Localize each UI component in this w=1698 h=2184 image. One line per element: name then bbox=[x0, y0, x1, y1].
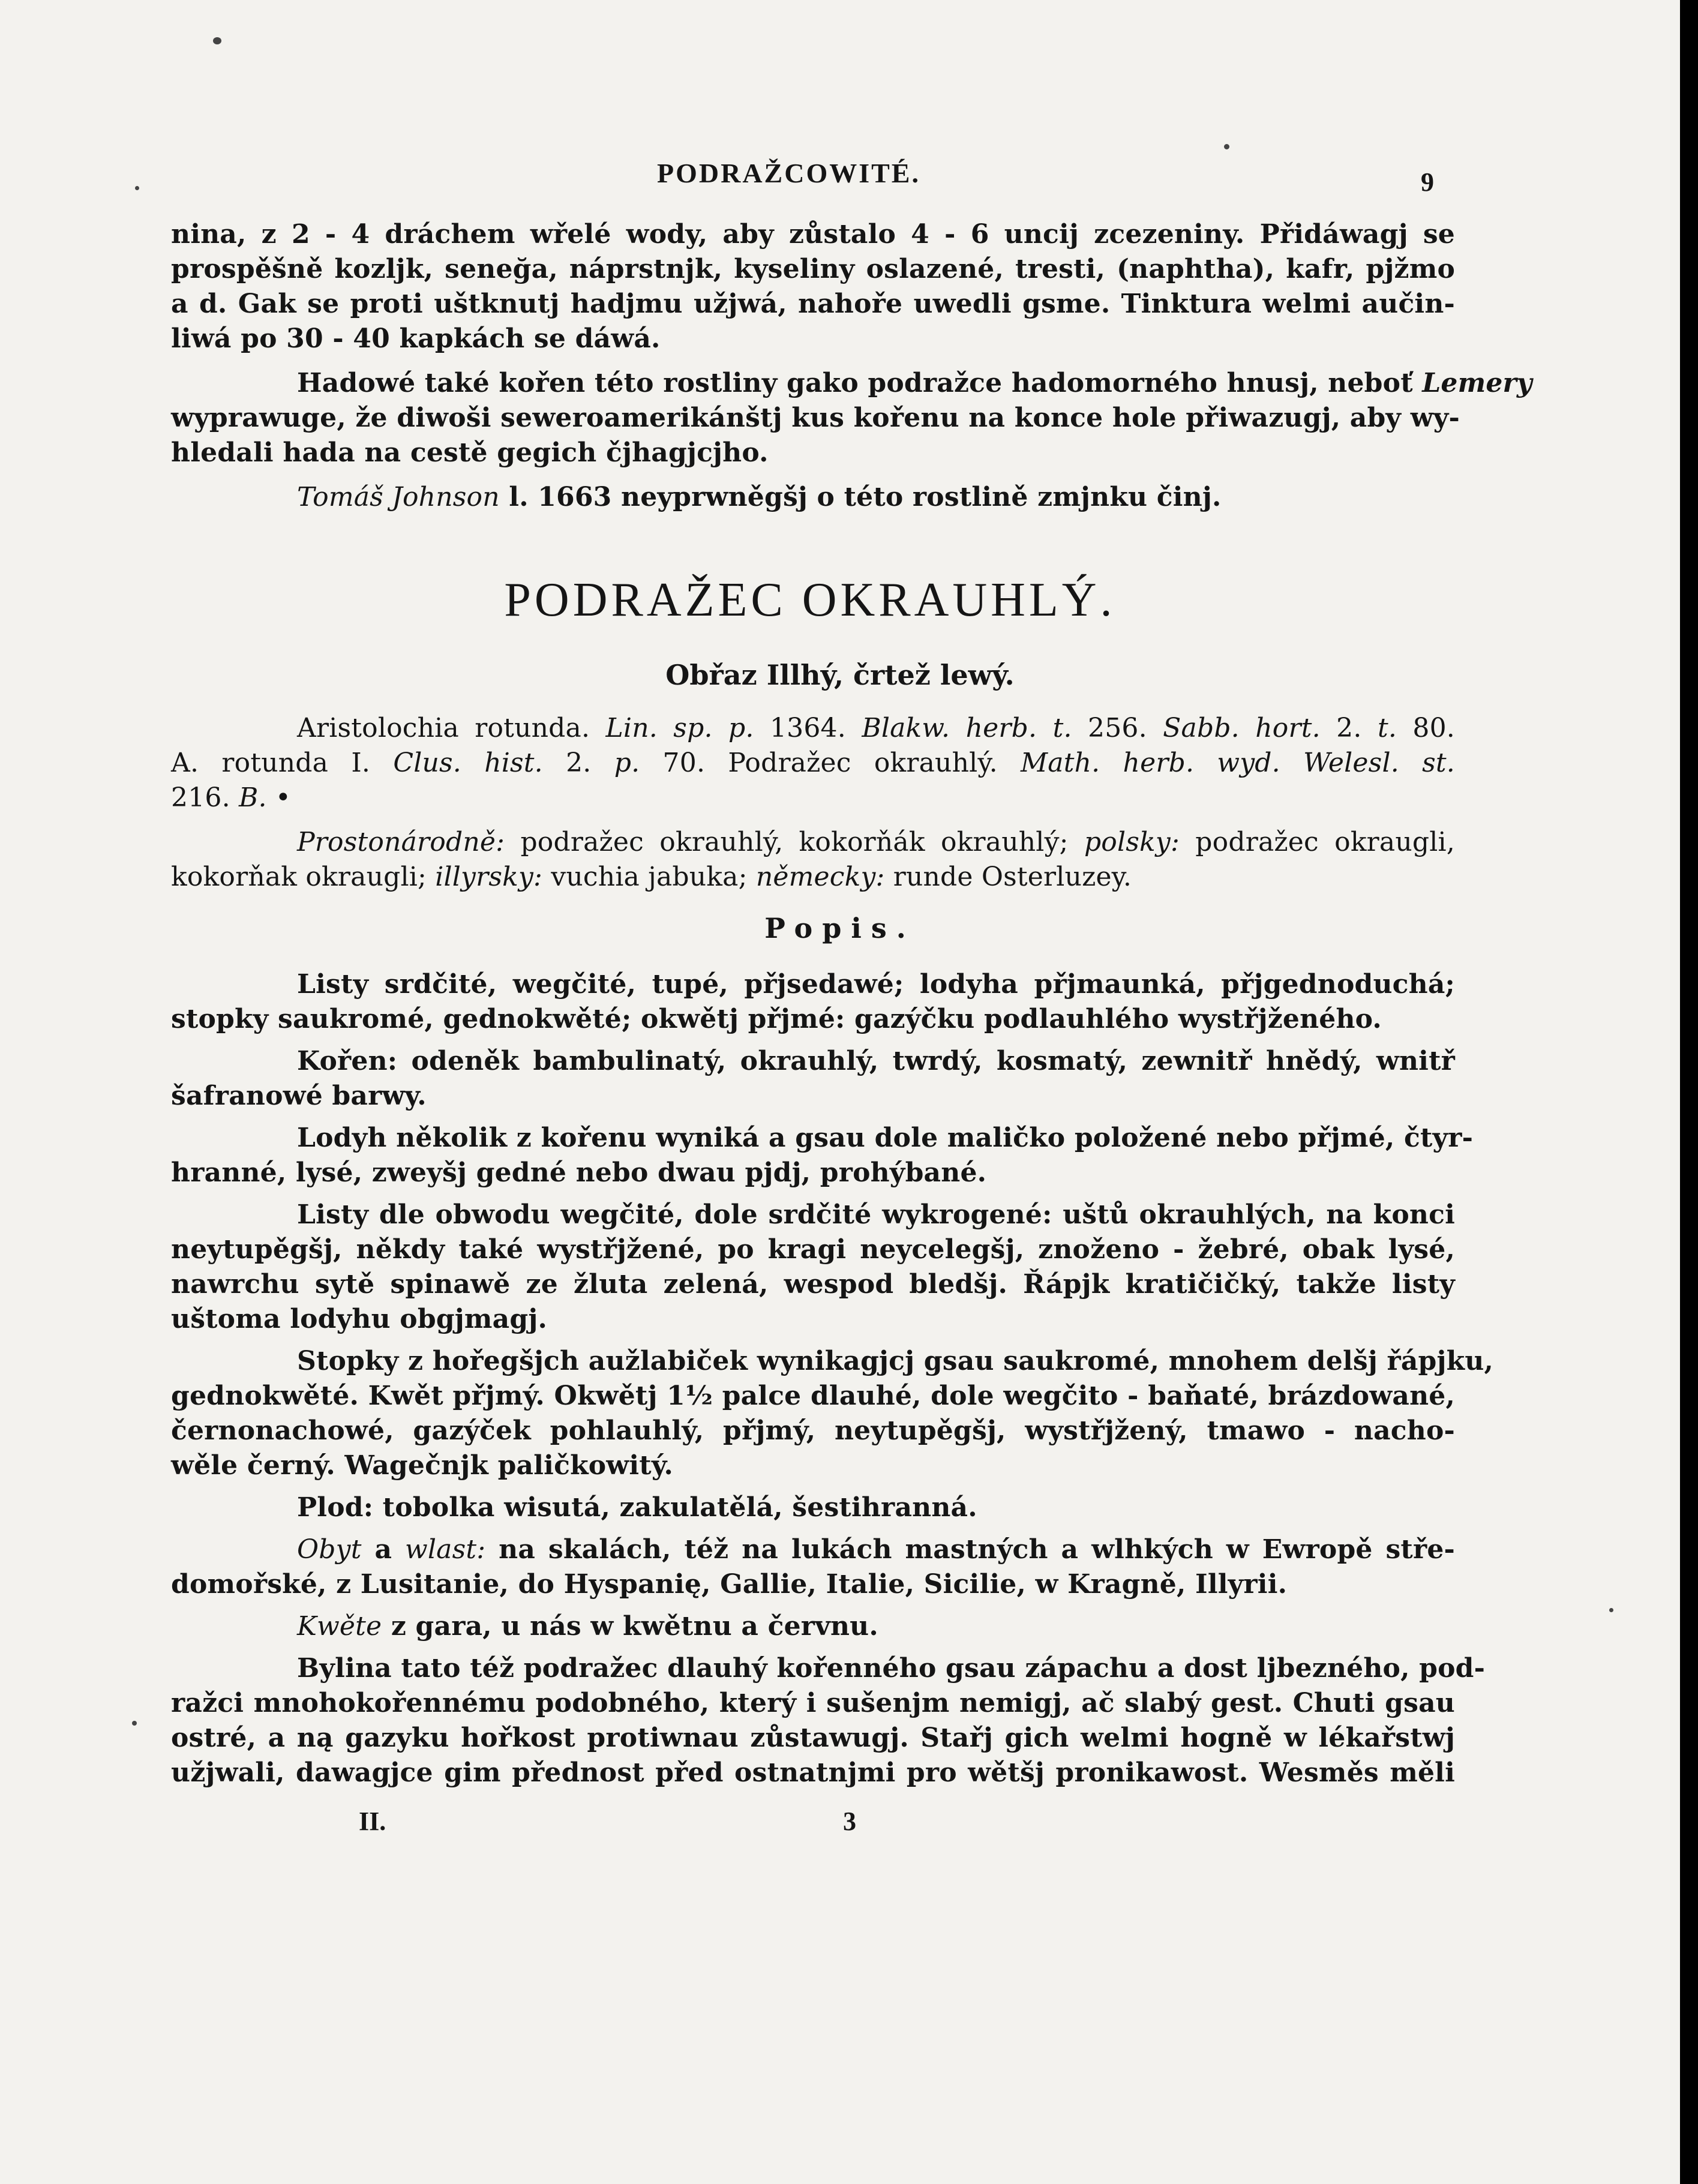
scan-speck bbox=[213, 37, 221, 44]
description-line: ostré, a ną gazyku hořkost protiwnau zůstawugj. Stařj gich welmi hogně w lékařstwj bbox=[171, 1723, 1455, 1753]
text-line bbox=[297, 366, 1532, 401]
text-run: 80. bbox=[1397, 713, 1455, 743]
plate-reference: Obřaz Illhý, črtež lewý. bbox=[665, 659, 1015, 691]
names-line bbox=[297, 825, 1455, 860]
description-line bbox=[297, 1609, 1455, 1644]
text-run: 216. bbox=[171, 782, 239, 813]
habitat-label: Obyt bbox=[297, 1534, 362, 1565]
text-line: liwá po 30 - 40 kapkách se dáwá. bbox=[171, 323, 661, 354]
scan-speck bbox=[1224, 144, 1229, 149]
text-run: z gara, u nás w kwětnu a červnu. bbox=[382, 1611, 878, 1642]
text-run: 2. bbox=[1320, 713, 1378, 743]
description-line: šafranowé barwy. bbox=[171, 1081, 427, 1111]
text-run: 1364. bbox=[754, 713, 862, 743]
names-line bbox=[171, 860, 1455, 895]
scan-speck bbox=[1609, 1608, 1613, 1612]
scan-speck bbox=[132, 1721, 137, 1726]
text-line: prospěšně kozljk, seneğa, náprstnjk, kyseliny oslazené, tresti, (naphtha), kafr, pjžmo bbox=[171, 254, 1455, 284]
citation-italic: Blakw. herb. t. bbox=[862, 713, 1072, 743]
text-run: vuchia jabuka; bbox=[542, 862, 756, 892]
page-number: 9 bbox=[1421, 167, 1434, 197]
text-line: hledali hada na cestě gegich čjhagjcjho. bbox=[171, 437, 769, 468]
description-line bbox=[297, 1532, 1455, 1567]
text-run: 2. bbox=[542, 748, 614, 778]
citation-italic: Math. herb. wyd. Welesl. st. bbox=[1021, 748, 1455, 778]
running-head: PODRAŽCOWITÉ. bbox=[657, 158, 920, 188]
description-line: Stopky z hořegšjch aužlabiček wynikagjcj gsau saukromé, mnohem delšj řápjku, bbox=[297, 1346, 1494, 1376]
description-line: Kořen: odeněk bambulinatý, okrauhlý, twrdý, kosmatý, zewnitř hnědý, wnitř bbox=[297, 1046, 1455, 1076]
description-line: Bylina tato též podražec dlauhý kořenného gsau zápachu a dost ljbezného, pod- bbox=[297, 1653, 1486, 1684]
citation-italic: p. bbox=[614, 748, 640, 778]
habitat-label: wlast: bbox=[405, 1534, 486, 1565]
language-label: německy: bbox=[755, 862, 885, 892]
scan-speck bbox=[135, 186, 139, 190]
description-line: uštoma lodyhu obgjmagj. bbox=[171, 1304, 547, 1334]
synonym-line bbox=[297, 711, 1455, 746]
description-line: hranné, lysé, zweyšj gedné nebo dwau pjdj, prohýbané. bbox=[171, 1157, 987, 1188]
description-line: gednokwěté. Kwět přjmý. Okwětj 1½ palce dlauhé, dole wegčito - baňaté, brázdowané, bbox=[171, 1381, 1455, 1411]
plant-title: PODRAŽEC OKRAUHLÝ. bbox=[504, 574, 1116, 626]
text-run: a bbox=[361, 1534, 406, 1565]
description-line: Plod: tobolka wisutá, zakulatělá, šestihranná. bbox=[297, 1492, 977, 1523]
description-line: neytupěgšj, někdy také wystřjžené, po kragi neycelegšj, znoženo - žebré, obak lysé, bbox=[171, 1234, 1455, 1265]
text-run: 256. bbox=[1072, 713, 1163, 743]
citation-italic: Clus. hist. bbox=[393, 748, 543, 778]
text-line: nina, z 2 - 4 dráchem wřelé wody, aby zůstalo 4 - 6 uncij zcezeniny. Přidáwagj se bbox=[171, 219, 1455, 250]
flowering-label: Kwěte bbox=[297, 1611, 382, 1642]
text-line: a d. Gak se proti uštknutj hadjmu užjwá, nahoře uwedli gsme. Tinktura welmi aučin- bbox=[171, 289, 1455, 319]
section-heading-popis: Popis. bbox=[764, 912, 916, 944]
text-run: kokorňak okraugli; bbox=[171, 862, 436, 892]
text-run: na skalách, též na lukách mastných a wlhkých w Ewropě stře- bbox=[485, 1534, 1455, 1565]
description-line: černonachowé, gazýček pohlauhlý, přjmý, neytupěgšj, wystřjžený, tmawo - nacho- bbox=[171, 1415, 1455, 1446]
description-line: nawrchu sytě spinawě ze žluta zelená, wespod bledšj. Řápjk kratičičký, takže listy bbox=[171, 1269, 1455, 1300]
synonym-line bbox=[171, 746, 1455, 781]
synonym-line bbox=[171, 781, 1455, 815]
text-run: Hadowé také kořen této rostliny gako podražce hadomorného hnusj, neboť bbox=[297, 368, 1423, 398]
text-run: Aristolochia rotunda. bbox=[297, 713, 606, 743]
language-label: Prostonárodně: bbox=[297, 827, 505, 857]
citation-italic: B. bbox=[238, 782, 267, 813]
description-line: domořské, z Lusitanie, do Hyspanię, Gallie, Italie, Sicilie, w Kragně, Illyrii. bbox=[171, 1569, 1288, 1600]
description-line: stopky saukromé, gednokwěté; okwětj přjmé: gazýčku podlauhlého wystřjženého. bbox=[171, 1004, 1382, 1034]
text-line: wyprawuge, že diwoši seweroamerikánštj kus kořenu na konce hole přiwazugj, aby wy- bbox=[171, 403, 1460, 433]
description-line: wěle černý. Wagečnjk paličkowitý. bbox=[171, 1450, 674, 1481]
text-run: l. 1663 neyprwněgšj o této rostlině zmjnku činj. bbox=[499, 482, 1222, 512]
signature-mark: II. bbox=[359, 1807, 386, 1836]
description-line: ražci mnohokořennému podobného, který i sušenjm nemigj, ač slabý gest. Chuti gsau bbox=[171, 1688, 1455, 1718]
text-run: • bbox=[266, 782, 292, 813]
description-line: užjwali, dawagjce gim přednost před ostnatnjmi pro wětšj pronikawost. Wesměs měli bbox=[171, 1757, 1455, 1788]
text-run: 70. Podražec okrauhlý. bbox=[640, 748, 1021, 778]
author-name: Lemery bbox=[1422, 368, 1532, 398]
language-label: illyrsky: bbox=[435, 862, 543, 892]
text-run: A. rotunda I. bbox=[171, 748, 394, 778]
description-line: Lodyh několik z kořenu wyniká a gsau dole maličko položené nebo přjmé, čtyr- bbox=[297, 1123, 1474, 1153]
citation-italic: Lin. sp. p. bbox=[605, 713, 754, 743]
text-run: podražec okraugli, bbox=[1180, 827, 1455, 857]
author-name: Tomáš Johnson bbox=[297, 482, 500, 512]
citation-italic: Sabb. hort. bbox=[1163, 713, 1321, 743]
description-line: Listy srdčité, wegčité, tupé, přjsedawé; lodyha přjmaunká, přjgednoduchá; bbox=[297, 969, 1455, 1000]
description-line: Listy dle obwodu wegčité, dole srdčité wykrogené: uštů okrauhlých, na konci bbox=[297, 1199, 1455, 1230]
text-run: runde Osterluzey. bbox=[884, 862, 1132, 892]
citation-italic: t. bbox=[1377, 713, 1397, 743]
language-label: polsky: bbox=[1084, 827, 1180, 857]
text-line bbox=[297, 480, 1455, 515]
sheet-number: 3 bbox=[843, 1807, 856, 1836]
text-run: podražec okrauhlý, kokorňák okrauhlý; bbox=[505, 827, 1084, 857]
